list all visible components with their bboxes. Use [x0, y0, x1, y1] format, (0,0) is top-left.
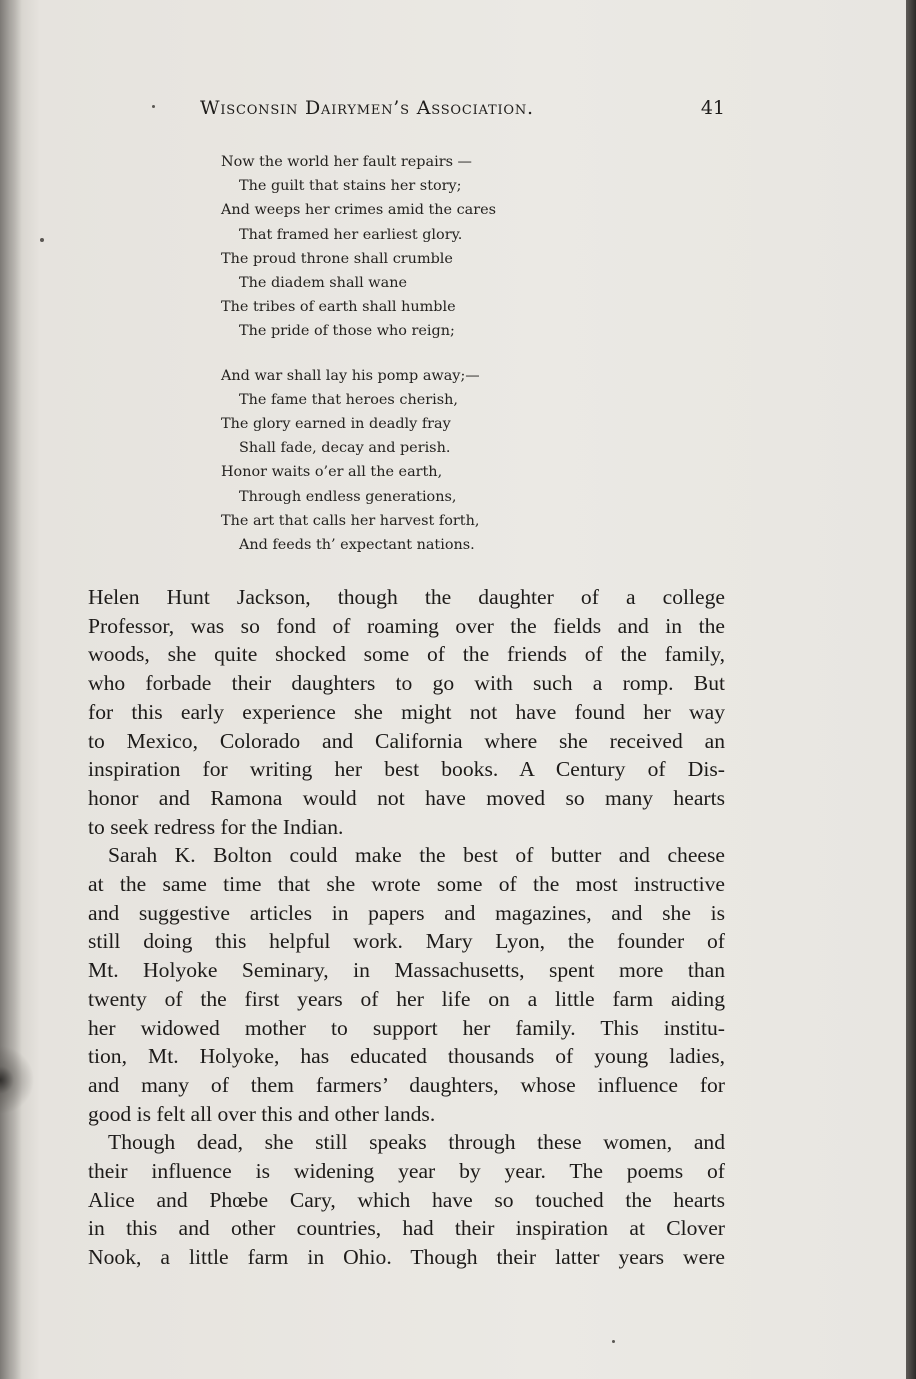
text-line: in this and other countries, had their inspiration at Clover: [88, 1216, 725, 1241]
text-line: to Mexico, Colorado and California where she received an: [88, 728, 725, 753]
poem-line: The tribes of earth shall humble: [221, 299, 456, 316]
text-line: for this early experience she might not have found her way: [88, 699, 725, 724]
text-line: Nook, a little farm in Ohio. Though their latter years were: [88, 1245, 725, 1270]
poem-line: Now the world her fault repairs —: [221, 154, 472, 170]
poem-line: That framed her earliest glory.: [239, 226, 463, 243]
body-text: [88, 583, 725, 1272]
poem-line: Honor waits o’er all the earth,: [221, 464, 443, 481]
text-line: and many of them farmers’ daughters, whose influence for: [88, 1072, 725, 1097]
poem-line: Shall fade, decay and perish.: [239, 440, 451, 457]
poem-line: The pride of those who reign;: [239, 323, 455, 340]
text-line: Professor, was so fond of roaming over the fields and in the: [88, 613, 725, 638]
poem: [221, 150, 661, 557]
poem-line: The fame that heroes cherish,: [239, 391, 458, 408]
poem-stanza: [221, 364, 661, 558]
poem-line: Through endless generations,: [239, 488, 457, 505]
text-line: their influence is widening year by year. The poems of: [88, 1159, 725, 1184]
page-edge: [906, 0, 916, 1379]
text-line: Helen Hunt Jackson, though the daughter of a college: [88, 585, 725, 609]
binding-mark: [0, 1040, 40, 1120]
poem-line: And feeds th’ expectant nations.: [239, 537, 475, 554]
text-line: woods, she quite shocked some of the friends of the family,: [88, 642, 725, 667]
poem-line: The proud throne shall crumble: [221, 250, 453, 267]
poem-line: The art that calls her harvest forth,: [221, 512, 480, 529]
paragraph: [88, 1128, 725, 1272]
text-line: Sarah K. Bolton could make the best of butter and cheese: [108, 843, 725, 868]
paragraph: [88, 583, 725, 841]
paper-speck: [612, 1340, 615, 1343]
text-line: her widowed mother to support her family. This institu-: [88, 1015, 725, 1040]
text-line: honor and Ramona would not have moved so many hearts: [88, 785, 725, 810]
poem-line: The diadem shall wane: [239, 275, 407, 292]
poem-line: And weeps her crimes amid the cares: [221, 202, 497, 219]
running-head-title: Wisconsin Dairymen’s Association.: [200, 97, 534, 119]
text-line: and suggestive articles in papers and magazines, and she is: [88, 900, 725, 925]
text-line: still doing this helpful work. Mary Lyon, the founder of: [88, 929, 725, 954]
poem-line: The guilt that stains her story;: [239, 178, 462, 195]
text-line: at the same time that she wrote some of the most instructive: [88, 872, 725, 897]
poem-line: And war shall lay his pomp away;—: [221, 367, 480, 384]
poem-line: The glory earned in deadly fray: [221, 416, 451, 433]
text-line: Mt. Holyoke Seminary, in Massachusetts, spent more than: [88, 958, 725, 983]
poem-stanza: [221, 150, 661, 344]
text-line: good is felt all over this and other lands.: [88, 1101, 436, 1126]
gutter-shadow: [0, 0, 22, 1379]
text-line: inspiration for writing her best books. A Century of Dis-: [88, 757, 725, 782]
paragraph: [88, 841, 725, 1128]
text-line: to seek redress for the Indian.: [88, 814, 344, 839]
text-line: tion, Mt. Holyoke, has educated thousands of young ladies,: [88, 1044, 725, 1069]
text-line: Alice and Phœbe Cary, which have so touched the hearts: [88, 1187, 725, 1212]
text-line: Though dead, she still speaks through these women, and: [108, 1130, 725, 1155]
paper-speck: [40, 238, 44, 242]
page-number: 41: [700, 97, 725, 119]
text-line: who forbade their daughters to go with such a romp. But: [88, 671, 725, 696]
text-line: twenty of the first years of her life on a little farm aiding: [88, 986, 725, 1011]
paper-speck: [152, 105, 155, 108]
running-head: [200, 97, 725, 127]
